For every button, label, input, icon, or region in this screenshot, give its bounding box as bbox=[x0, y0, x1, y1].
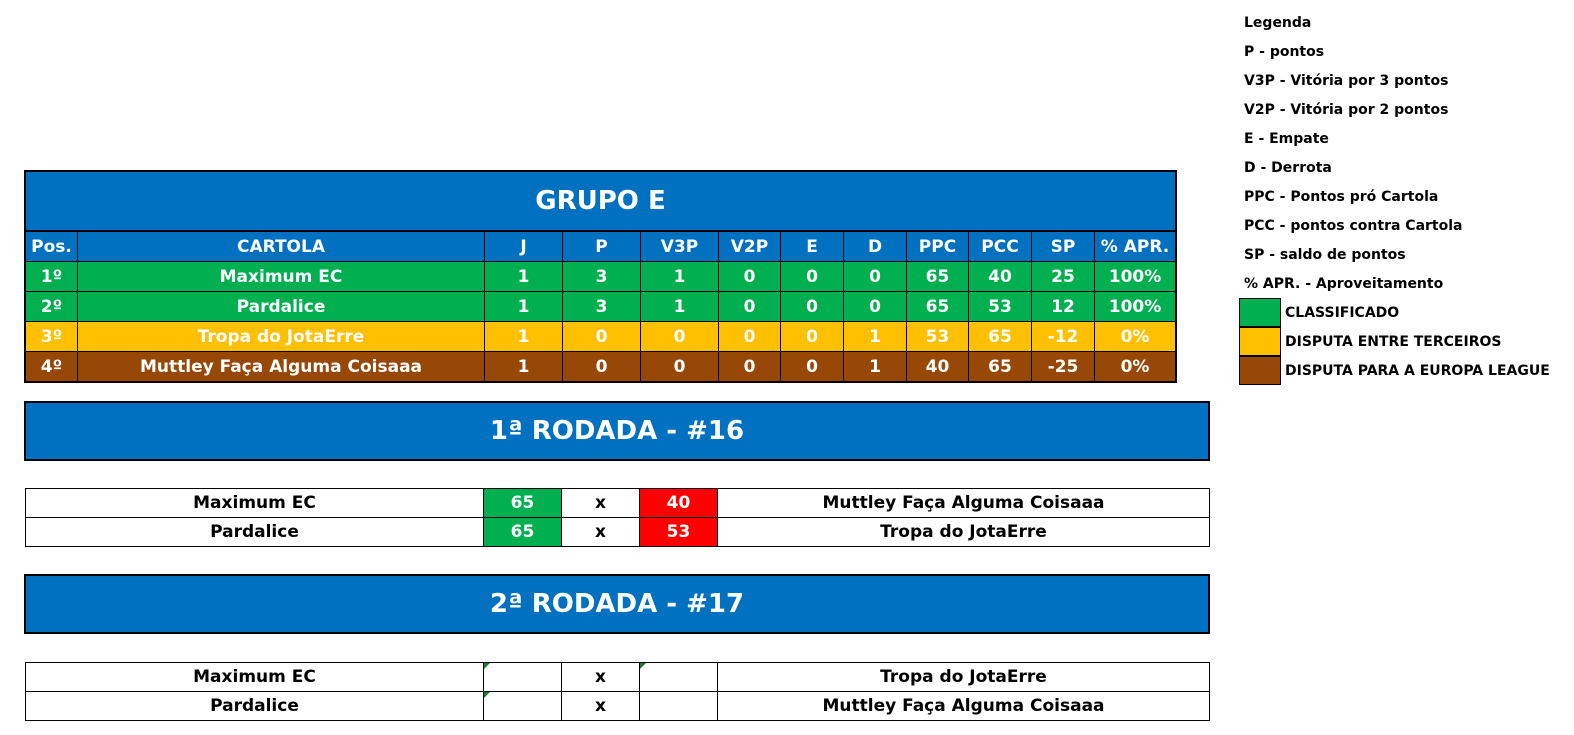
j-cell[interactable]: 1 bbox=[485, 262, 563, 291]
e-cell[interactable]: 0 bbox=[781, 322, 844, 351]
pcc-cell[interactable]: 53 bbox=[969, 292, 1032, 321]
match-row[interactable] bbox=[26, 518, 1209, 546]
away-team-cell[interactable]: Tropa do JotaErre bbox=[880, 667, 1047, 687]
legend-item: PPC - Pontos pró Cartola bbox=[1244, 188, 1439, 205]
v3p-cell[interactable]: 1 bbox=[641, 262, 719, 291]
sp-cell[interactable]: 25 bbox=[1032, 262, 1095, 291]
col-header-j[interactable]: J bbox=[485, 232, 563, 261]
sp-cell[interactable]: -25 bbox=[1032, 352, 1095, 381]
legend-swatch-europa bbox=[1239, 356, 1281, 385]
col-header-pos[interactable]: Pos. bbox=[26, 232, 78, 261]
home-team-cell[interactable]: Maximum EC bbox=[26, 489, 484, 517]
legend-item: % APR. - Aproveitamento bbox=[1244, 275, 1444, 292]
home-score-cell[interactable]: 65 bbox=[484, 489, 562, 517]
legend bbox=[1244, 8, 1569, 385]
pcc-cell[interactable]: 40 bbox=[969, 262, 1032, 291]
standings-row[interactable] bbox=[26, 352, 1175, 381]
col-header-v2p[interactable]: V2P bbox=[719, 232, 781, 261]
team-name-cell[interactable]: Tropa do JotaErre bbox=[78, 322, 485, 351]
legend-swatch-classified bbox=[1239, 298, 1281, 327]
legend-swatch-thirds bbox=[1239, 327, 1281, 356]
team-name-cell[interactable]: Maximum EC bbox=[78, 262, 485, 291]
j-cell[interactable]: 1 bbox=[485, 352, 563, 381]
col-header-p[interactable]: P bbox=[563, 232, 641, 261]
position-cell[interactable]: 3º bbox=[26, 322, 78, 351]
legend-title: Legenda bbox=[1244, 14, 1312, 31]
col-header-ppc[interactable]: PPC bbox=[907, 232, 969, 261]
away-team-cell[interactable]: Tropa do JotaErre bbox=[880, 522, 1047, 542]
away-score-cell[interactable] bbox=[640, 663, 718, 691]
legend-swatch-row bbox=[1239, 327, 1569, 356]
round-2-matches bbox=[25, 662, 1210, 721]
round-1-banner: 1ª RODADA - #16 bbox=[24, 401, 1210, 461]
v2p-cell[interactable]: 0 bbox=[719, 322, 781, 351]
v3p-cell[interactable]: 1 bbox=[641, 292, 719, 321]
legend-item: E - Empate bbox=[1244, 130, 1329, 147]
home-team-cell[interactable]: Pardalice bbox=[26, 692, 484, 720]
legend-item: PCC - pontos contra Cartola bbox=[1244, 217, 1463, 234]
pcc-cell[interactable]: 65 bbox=[969, 352, 1032, 381]
standings-row[interactable] bbox=[26, 292, 1175, 322]
home-score-cell[interactable]: 65 bbox=[484, 518, 562, 546]
apr-cell[interactable]: 0% bbox=[1120, 326, 1150, 347]
j-cell[interactable]: 1 bbox=[485, 322, 563, 351]
legend-swatch-row bbox=[1239, 356, 1569, 385]
d-cell[interactable]: 1 bbox=[844, 352, 907, 381]
away-score-cell[interactable] bbox=[640, 692, 718, 720]
legend-swatch-label: DISPUTA ENTRE TERCEIROS bbox=[1285, 333, 1502, 350]
pcc-cell[interactable]: 65 bbox=[969, 322, 1032, 351]
versus-cell[interactable]: x bbox=[562, 489, 640, 517]
col-header-v3p[interactable]: V3P bbox=[641, 232, 719, 261]
v3p-cell[interactable]: 0 bbox=[641, 322, 719, 351]
apr-cell[interactable]: 100% bbox=[1108, 266, 1162, 287]
position-cell[interactable]: 1º bbox=[26, 262, 78, 291]
j-cell[interactable]: 1 bbox=[485, 292, 563, 321]
match-row[interactable] bbox=[26, 663, 1209, 692]
legend-item: SP - saldo de pontos bbox=[1244, 246, 1406, 263]
p-cell[interactable]: 0 bbox=[563, 322, 641, 351]
match-row[interactable] bbox=[26, 692, 1209, 720]
p-cell[interactable]: 3 bbox=[563, 292, 641, 321]
team-name-cell[interactable]: Pardalice bbox=[78, 292, 485, 321]
d-cell[interactable]: 0 bbox=[844, 262, 907, 291]
col-header-e[interactable]: E bbox=[781, 232, 844, 261]
match-row[interactable] bbox=[26, 489, 1209, 518]
away-score-cell[interactable]: 40 bbox=[640, 489, 718, 517]
standings-row[interactable] bbox=[26, 262, 1175, 292]
d-cell[interactable]: 1 bbox=[844, 322, 907, 351]
ppc-cell[interactable]: 53 bbox=[907, 322, 969, 351]
legend-item: P - pontos bbox=[1244, 43, 1325, 60]
legend-swatch-label: DISPUTA PARA A EUROPA LEAGUE bbox=[1285, 362, 1550, 379]
round-1-matches bbox=[25, 488, 1210, 547]
legend-swatch-label: CLASSIFICADO bbox=[1285, 304, 1400, 321]
standings-header-row bbox=[26, 232, 1175, 262]
standings-table bbox=[24, 170, 1177, 383]
ppc-cell[interactable]: 65 bbox=[907, 262, 969, 291]
sp-cell[interactable]: -12 bbox=[1032, 322, 1095, 351]
v3p-cell[interactable]: 0 bbox=[641, 352, 719, 381]
col-header-d[interactable]: D bbox=[844, 232, 907, 261]
away-team-cell[interactable]: Muttley Faça Alguma Coisaaa bbox=[822, 696, 1105, 716]
team-name-cell[interactable]: Muttley Faça Alguma Coisaaa bbox=[78, 352, 485, 381]
v2p-cell[interactable]: 0 bbox=[719, 292, 781, 321]
away-score-cell[interactable]: 53 bbox=[640, 518, 718, 546]
ppc-cell[interactable]: 65 bbox=[907, 292, 969, 321]
apr-cell[interactable]: 0% bbox=[1120, 356, 1150, 377]
sp-cell[interactable]: 12 bbox=[1032, 292, 1095, 321]
home-score-cell[interactable] bbox=[484, 663, 562, 691]
versus-cell[interactable]: x bbox=[562, 663, 640, 691]
legend-item: V3P - Vitória por 3 pontos bbox=[1244, 72, 1449, 89]
versus-cell[interactable]: x bbox=[562, 518, 640, 546]
round-2-banner: 2ª RODADA - #17 bbox=[24, 574, 1210, 634]
col-header-apr[interactable]: % APR. bbox=[1100, 236, 1170, 257]
col-header-pcc[interactable]: PCC bbox=[969, 232, 1032, 261]
home-score-cell[interactable] bbox=[484, 692, 562, 720]
ppc-cell[interactable]: 40 bbox=[907, 352, 969, 381]
position-cell[interactable]: 2º bbox=[26, 292, 78, 321]
position-cell[interactable]: 4º bbox=[26, 352, 78, 381]
col-header-cartola[interactable]: CARTOLA bbox=[78, 232, 485, 261]
p-cell[interactable]: 0 bbox=[563, 352, 641, 381]
versus-cell[interactable]: x bbox=[562, 692, 640, 720]
p-cell[interactable]: 3 bbox=[563, 262, 641, 291]
home-team-cell[interactable]: Maximum EC bbox=[26, 663, 484, 691]
standings-row[interactable] bbox=[26, 322, 1175, 352]
d-cell[interactable]: 0 bbox=[844, 292, 907, 321]
e-cell[interactable]: 0 bbox=[781, 352, 844, 381]
e-cell[interactable]: 0 bbox=[781, 262, 844, 291]
home-team-cell[interactable]: Pardalice bbox=[26, 518, 484, 546]
col-header-sp[interactable]: SP bbox=[1032, 232, 1095, 261]
apr-cell[interactable]: 100% bbox=[1108, 296, 1162, 317]
e-cell[interactable]: 0 bbox=[781, 292, 844, 321]
legend-item: D - Derrota bbox=[1244, 159, 1332, 176]
v2p-cell[interactable]: 0 bbox=[719, 262, 781, 291]
legend-swatch-row bbox=[1239, 298, 1569, 327]
v2p-cell[interactable]: 0 bbox=[719, 352, 781, 381]
away-team-cell[interactable]: Muttley Faça Alguma Coisaaa bbox=[822, 493, 1105, 513]
group-title: GRUPO E bbox=[26, 172, 1175, 232]
legend-item: V2P - Vitória por 2 pontos bbox=[1244, 101, 1449, 118]
